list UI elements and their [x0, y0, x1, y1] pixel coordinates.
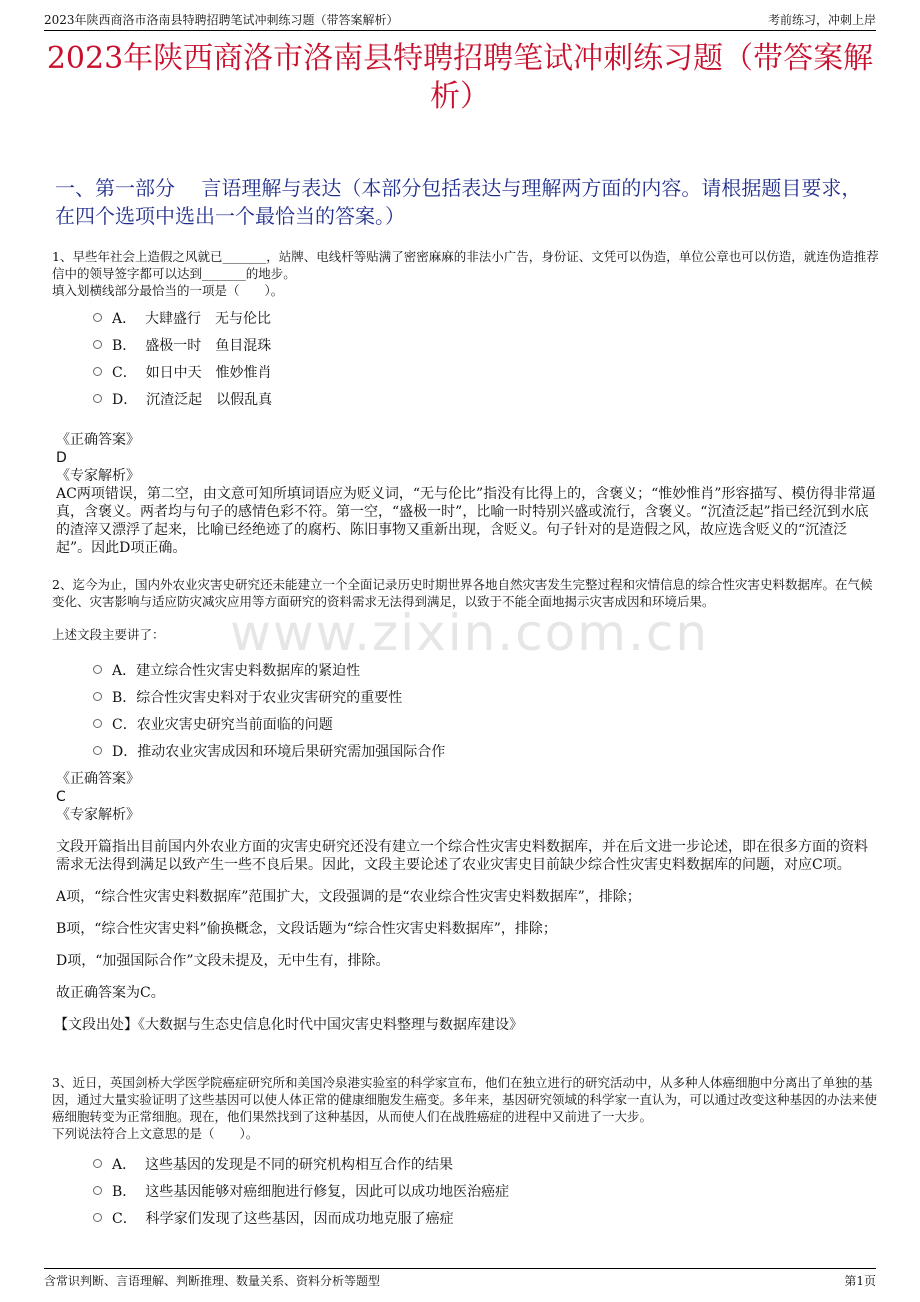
option-c[interactable]: C．农业灾害史研究当前面临的问题 [93, 710, 445, 737]
question-2-stem: 2、迄今为止，国内外农业灾害史研究还未能建立一个全面记录历史时期世界各地自然灾害发生完整过程和灾情信息的综合性灾害史料数据库。在气候变化、灾害影响与适应防灾减灾应用等方面研究的资料需求无法得到满足，以致于不能全面地揭示灾害成因和环境后果。 [52, 577, 873, 609]
radio-icon[interactable] [93, 719, 102, 728]
analysis-item-d: D项，“加强国际合作”文段未提及，无中生有，排除。 [56, 953, 390, 969]
radio-icon[interactable] [93, 1186, 102, 1195]
question-2 [52, 576, 880, 643]
option-d[interactable]: D．推动农业灾害成因和环境后果研究需加强国际合作 [93, 737, 445, 764]
radio-icon[interactable] [93, 340, 102, 349]
question-1-prompt: 填入划横线部分最恰当的一项是（ ）。 [52, 283, 284, 298]
option-a[interactable]: A． 这些基因的发现是不同的研究机构相互合作的结果 [93, 1150, 509, 1177]
analysis-label: 《专家解析》 [56, 807, 140, 823]
page-header [44, 10, 876, 31]
answer-value: C [56, 789, 66, 805]
option-c[interactable]: C． 科学家们发现了这些基因，因而成功地克服了癌症 [93, 1204, 509, 1231]
header-slogan: 考前练习，冲刺上岸 [767, 13, 876, 27]
answer-value: D [56, 450, 67, 466]
option-b[interactable]: B． 盛极一时 鱼目混珠 [93, 331, 272, 358]
question-3-stem: 3、近日，英国剑桥大学医学院癌症研究所和美国冷泉港实验室的科学家宣布，他们在独立进行的研究活动中，从多种人体癌细胞中分离出了单独的基因，通过大量实验证明了这些基因可以使人体正常的健康细胞发生癌变。多年来，基因研究领域的科学家一直认为，可以通过改变这种基因的办法来使癌细胞转变为正常细胞。现在，他们果然找到了这种基因，从而使人们在战胜癌症的进程中又前进了一大步。 [52, 1075, 878, 1124]
option-d[interactable]: D． 沉渣泛起 以假乱真 [93, 385, 272, 412]
document-title: 2023年陕西商洛市洛南县特聘招聘笔试冲刺练习题（带答案解析） [46, 41, 874, 114]
radio-icon[interactable] [93, 313, 102, 322]
footer-question-types: 含常识判断、言语理解、判断推理、数量关系、资料分析等题型 [44, 1274, 381, 1288]
radio-icon[interactable] [93, 692, 102, 701]
option-a[interactable]: A． 大肆盛行 无与伦比 [93, 304, 272, 331]
question-2-prompt: 上述文段主要讲了： [52, 627, 165, 642]
radio-icon[interactable] [93, 394, 102, 403]
watermark: www.zixin.com.cn [230, 604, 710, 662]
analysis-conclusion: 故正确答案为C。 [56, 985, 165, 1001]
section-heading: 一、第一部分 言语理解与表达（本部分包括表达与理解两方面的内容。请根据题目要求，在四个选项中选出一个最恰当的答案。） [55, 176, 862, 228]
analysis-item-a: A项，“综合性灾害史料数据库”范围扩大，文段强调的是“农业综合性灾害史料数据库”，排除； [56, 889, 641, 905]
option-c[interactable]: C． 如日中天 惟妙惟肖 [93, 358, 272, 385]
header-doc-title: 2023年陕西商洛市洛南县特聘招聘笔试冲刺练习题（带答案解析） [44, 13, 399, 27]
question-1-answer-block [56, 431, 876, 557]
option-b[interactable]: B．综合性灾害史料对于农业灾害研究的重要性 [93, 683, 445, 710]
page-footer [44, 1268, 876, 1291]
analysis-label: 《专家解析》 [56, 468, 140, 484]
page-number: 第1页 [844, 1274, 876, 1288]
option-b[interactable]: B． 这些基因能够对癌细胞进行修复，因此可以成功地医治癌症 [93, 1177, 509, 1204]
question-2-options [93, 656, 445, 764]
question-2-answer-block [56, 770, 876, 1034]
radio-icon[interactable] [93, 746, 102, 755]
analysis-item-b: B项，“综合性灾害史料”偷换概念，文段话题为“综合性灾害史料数据库”，排除； [56, 921, 557, 937]
radio-icon[interactable] [93, 1159, 102, 1168]
source-citation: 【文段出处】《大数据与生态史信息化时代中国灾害史料整理与数据库建设》 [54, 1017, 523, 1033]
analysis-text: AC两项错误，第二空，由文意可知所填词语应为贬义词，“无与伦比”指没有比得上的，含褒义；“惟妙惟肖”形容描写、模仿得非常逼真，含褒义。两者均与句子的感情色彩不符。第一空，“盛极一时”，比喻一时特别兴盛或流行，含褒义。“沉渣泛起”指已经沉到水底的渣滓又漂浮了起来，比喻已经绝迹了的腐朽、陈旧事物又重新出现，含贬义。句子针对的是造假之风，故应选含贬义的“沉渣泛起”。因此D项正确。 [56, 486, 876, 556]
radio-icon[interactable] [93, 665, 102, 674]
radio-icon[interactable] [93, 367, 102, 376]
question-3-options [93, 1150, 509, 1231]
answer-label: 《正确答案》 [56, 432, 140, 448]
radio-icon[interactable] [93, 1213, 102, 1222]
analysis-text: 文段开篇指出目前国内外农业方面的灾害史研究还没有建立一个综合性灾害史料数据库，并在后文进一步论述，即在很多方面的资料需求无法得到满足以致产生一些不良后果。因此，文段主要论述了农业灾害史目前缺少综合性灾害史料数据库的问题，对应C项。 [56, 839, 868, 873]
question-3-prompt: 下列说法符合上文意思的是（ ）。 [52, 1126, 259, 1141]
option-a[interactable]: A．建立综合性灾害史料数据库的紧迫性 [93, 656, 445, 683]
question-3 [52, 1074, 880, 1142]
question-1-stem: 1、早些年社会上造假之风就已_______，站牌、电线杆等贴满了密密麻麻的非法小广告，身份证、文凭可以伪造，单位公章也可以仿造，就连伪造推荐信中的领导签字都可以达到_______的地步。 [52, 249, 879, 281]
question-1-options [93, 304, 272, 412]
question-1 [52, 248, 880, 299]
answer-label: 《正确答案》 [56, 771, 140, 787]
